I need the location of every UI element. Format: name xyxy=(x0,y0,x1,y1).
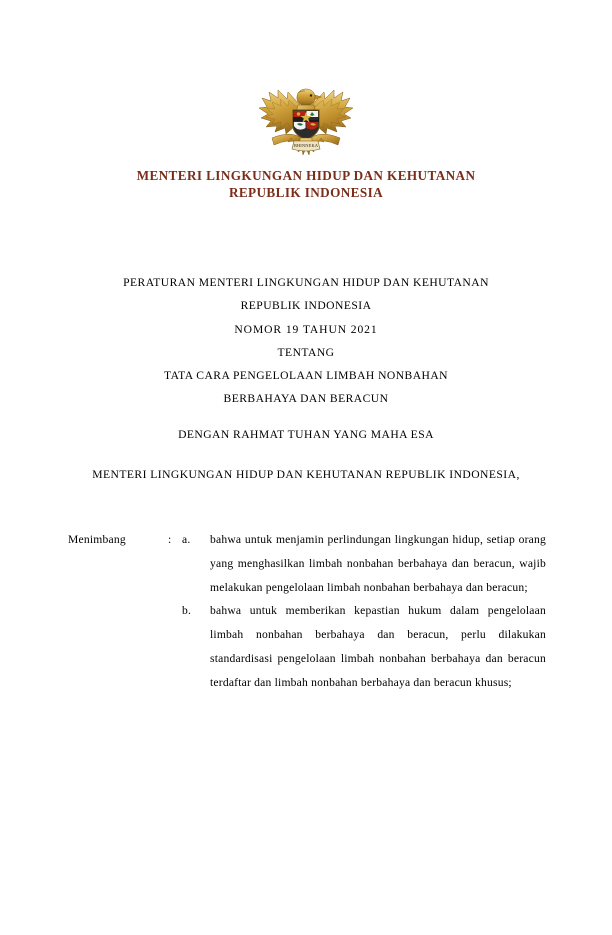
consideration-text-b: bahwa untuk memberikan kepastian hukum dalam pengelolaan limbah nonbahan berbahaya dan beracun, perlu dilakukan standardisasi pengelolaan limbah nonbahan berbahaya dan beracun terdaftar dan limbah nonbahan berbahaya dan beracun khusus; xyxy=(210,604,546,689)
considerations-label: Menimbang xyxy=(68,533,126,546)
regulation-title-block xyxy=(56,271,556,411)
considerations-section xyxy=(68,528,546,695)
garuda-pancasila-emblem xyxy=(258,82,354,160)
consideration-text-a: bahwa untuk menjamin perlindungan lingkungan hidup, setiap orang yang menghasilkan limbah nonbahan berbahaya dan beracun, wajib melakukan pengelolaan limbah nonbahan berbahaya dan beracun; xyxy=(210,533,546,594)
letterhead xyxy=(0,82,612,202)
consideration-item-b xyxy=(68,599,546,694)
title-line-regulation: PERATURAN MENTERI LINGKUNGAN HIDUP DAN KEHUTANAN xyxy=(123,276,489,289)
blessing-line: DENGAN RAHMAT TUHAN YANG MAHA ESA xyxy=(178,428,434,441)
ministry-declaration-line: MENTERI LINGKUNGAN HIDUP DAN KEHUTANAN REPUBLIK INDONESIA, xyxy=(92,468,520,481)
svg-text:BHINNEKA: BHINNEKA xyxy=(293,143,319,148)
letterhead-line-1: MENTERI LINGKUNGAN HIDUP DAN KEHUTANAN xyxy=(136,168,476,183)
title-line-subject-2: BERBAHAYA DAN BERACUN xyxy=(223,392,389,406)
consideration-marker-a: a. xyxy=(182,533,191,546)
title-line-tentang: TENTANG xyxy=(277,345,335,359)
title-line-republic: REPUBLIK INDONESIA xyxy=(240,299,372,313)
consideration-marker-b: b. xyxy=(182,604,192,618)
consideration-item-a xyxy=(68,528,546,599)
considerations-separator: : xyxy=(168,533,172,546)
letterhead-line-2: REPUBLIK INDONESIA xyxy=(228,185,384,201)
title-line-subject-1: TATA CARA PENGELOLAAN LIMBAH NONBAHAN xyxy=(163,369,449,383)
title-line-number: NOMOR 19 TAHUN 2021 xyxy=(234,322,378,336)
